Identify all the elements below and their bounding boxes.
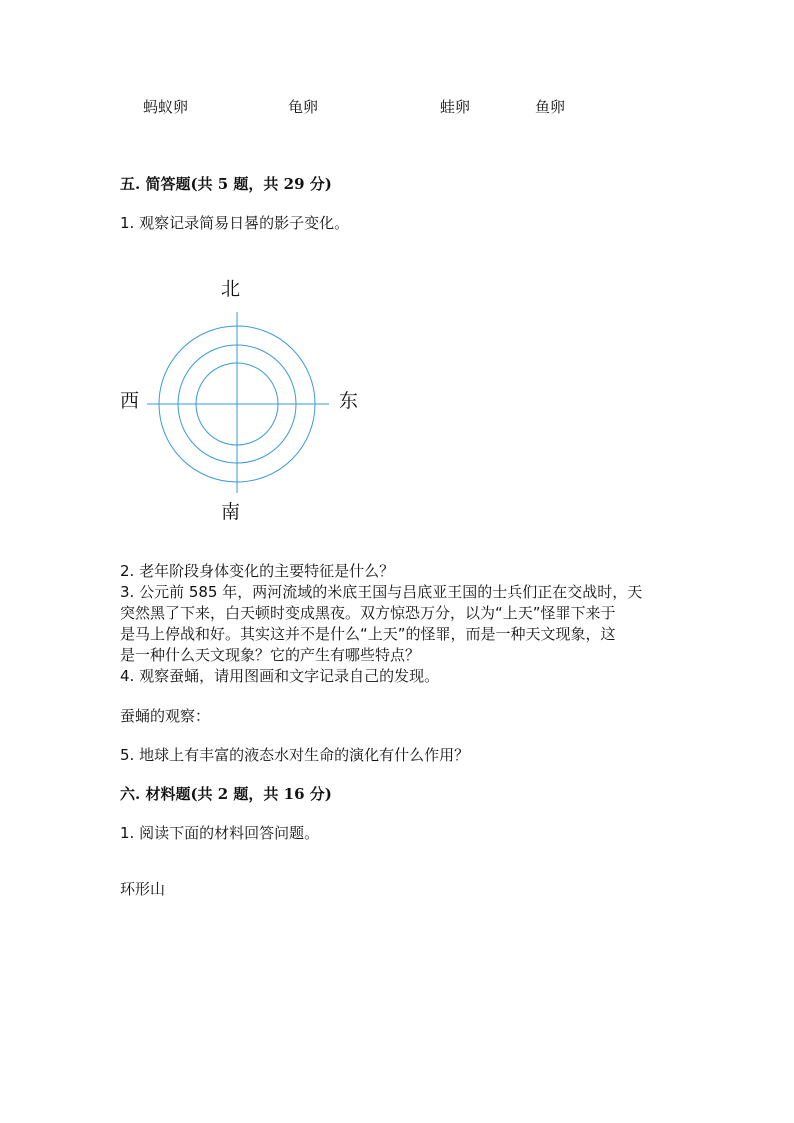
egg-label-turtle: 龟卵 bbox=[288, 98, 319, 116]
section6-heading: 六. 材料题(共 2 题，共 16 分) bbox=[120, 785, 332, 803]
question-3-line-4: 是一种什么天文现象？它的产生有哪些特点？ bbox=[120, 646, 421, 664]
sundial-diagram bbox=[140, 305, 340, 495]
egg-label-frog: 蛙卵 bbox=[440, 98, 471, 116]
silkworm-observation-label: 蚕蛹的观察： bbox=[120, 707, 211, 725]
material-question-1: 1. 阅读下面的材料回答问题。 bbox=[120, 824, 320, 842]
west-label: 西 bbox=[120, 390, 140, 412]
section5-heading: 五. 简答题(共 5 题，共 29 分) bbox=[120, 175, 332, 193]
egg-label-ant: 蚂蚁卵 bbox=[143, 98, 189, 116]
question-4: 4. 观察蚕蛹，请用图画和文字记录自己的发现。 bbox=[120, 667, 440, 685]
question-1: 1. 观察记录简易日晷的影子变化。 bbox=[120, 214, 350, 232]
questions-2-4-block bbox=[120, 561, 680, 687]
south-label: 南 bbox=[221, 501, 241, 523]
question-3-line-1: 3. 公元前 585 年，两河流域的米底王国与吕底亚王国的士兵们正在交战时，天 bbox=[120, 583, 643, 601]
east-label: 东 bbox=[339, 390, 359, 412]
question-3-line-3: 是马上停战和好。其实这并不是什么“上天”的怪罪，而是一种天文现象，这 bbox=[120, 625, 616, 643]
egg-label-fish: 鱼卵 bbox=[535, 98, 566, 116]
question-5: 5. 地球上有丰富的液态水对生命的演化有什么作用？ bbox=[120, 746, 470, 764]
material-title: 环形山 bbox=[120, 880, 166, 898]
question-3-line-2: 突然黑了下来，白天顿时变成黑夜。双方惊恐万分，以为“上天”怪罪下来于 bbox=[120, 604, 616, 622]
question-2: 2. 老年阶段身体变化的主要特征是什么？ bbox=[120, 562, 395, 580]
north-label: 北 bbox=[221, 278, 241, 300]
